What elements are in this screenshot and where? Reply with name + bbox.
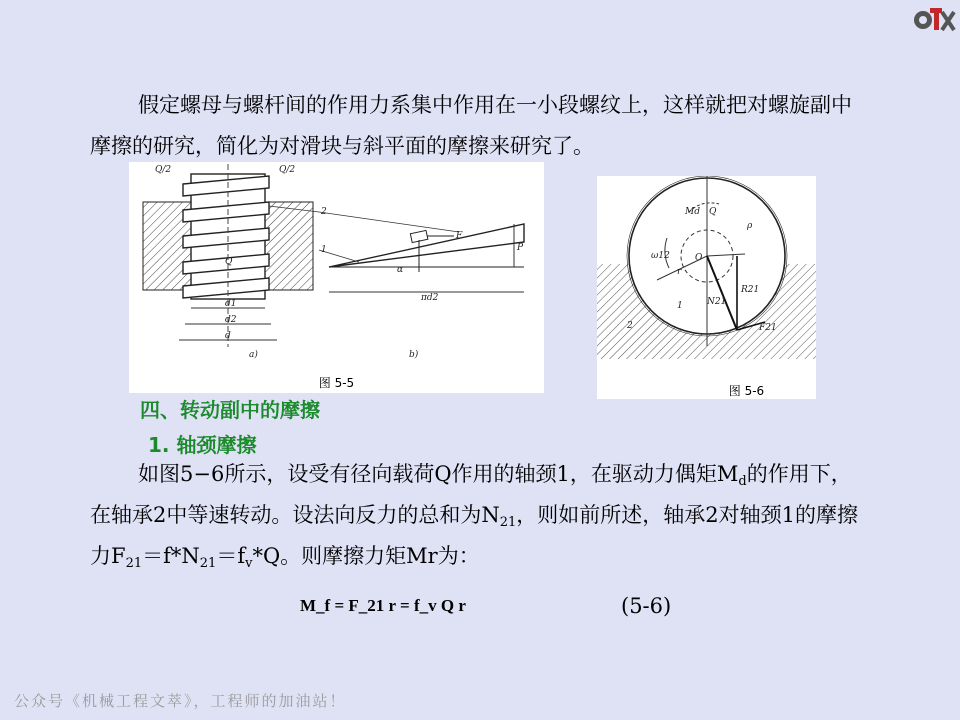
- label-r21: R21: [741, 285, 760, 295]
- logo-icon: [912, 4, 956, 32]
- label-rho: ρ: [747, 221, 753, 231]
- subfig-a: a): [249, 350, 258, 360]
- label-2: 2: [321, 207, 327, 217]
- formula: M_f = F_21 r = f_v Q r: [300, 596, 466, 615]
- label-r: r: [677, 267, 682, 277]
- section-heading: 四、转动副中的摩擦: [140, 398, 320, 422]
- journal-friction-paragraph: 如图5−6所示，设受有径向载荷Q作用的轴颈1，在驱动力偶矩$M_d$的作用下，在轴承2中等速转动。设法向反力的总和为$N_{21}$，则如前所述，轴承2对轴颈1的摩擦力$F_{21}=f*N_{21}=f_v*Q$。则摩擦力矩Mr为：: [90, 462, 859, 571]
- label-n21: N21: [707, 297, 727, 307]
- label-f: F: [456, 231, 463, 241]
- label-2: 2: [627, 321, 633, 331]
- label-p: P: [517, 243, 524, 253]
- label-pi-d2: πd2: [421, 293, 439, 303]
- subsection-heading: 1. 轴颈摩擦: [148, 433, 257, 457]
- label-alpha: α: [397, 265, 404, 275]
- label-q-left: Q/2: [155, 165, 172, 175]
- label-q: Q: [709, 207, 717, 217]
- label-o: O: [695, 253, 703, 263]
- figure-5-5-caption: 图 5-5: [318, 376, 355, 390]
- figure-5-5: [129, 162, 544, 393]
- formula-number: (5-6): [621, 594, 672, 618]
- subfig-b: b): [409, 350, 419, 360]
- label-1: 1: [321, 245, 327, 255]
- figure-5-6: [597, 176, 816, 399]
- label-d: d: [225, 331, 231, 341]
- label-q-center: Q: [225, 257, 233, 267]
- label-d2: d2: [225, 315, 237, 325]
- label-omega: ω12: [651, 251, 670, 261]
- footer-note: 公众号《机械工程文萃》，工程师的加油站！: [14, 692, 347, 710]
- label-md: Md: [685, 207, 700, 217]
- label-f21: F21: [759, 323, 777, 333]
- intro-paragraph: 假定螺母与螺杆间的作用力系集中作用在一小段螺纹上，这样就把对螺旋副中摩擦的研究，简化为对滑块与斜平面的摩擦来研究了。: [90, 93, 852, 158]
- figure-5-6-caption: 图 5-6: [728, 384, 765, 398]
- label-q-right: Q/2: [279, 165, 296, 175]
- label-d1: d1: [225, 299, 237, 309]
- label-1: 1: [677, 301, 683, 311]
